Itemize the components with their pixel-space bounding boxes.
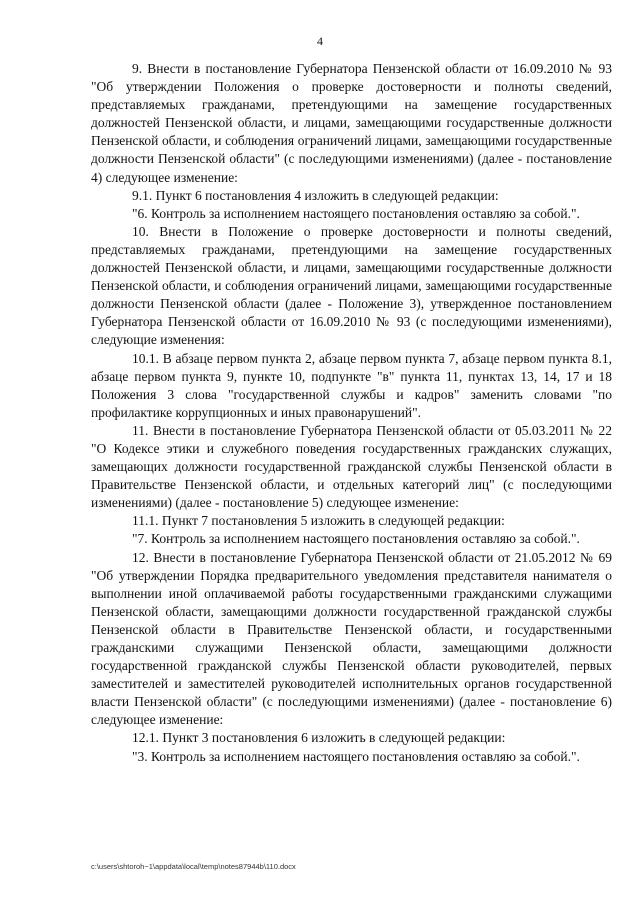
footer-file-path: c:\users\shtoroh~1\appdata\local\temp\notes87944b\110.docx xyxy=(91,862,296,871)
document-body xyxy=(91,60,612,766)
paragraph-11: 11. Внести в постановление Губернатора Пензенской области от 05.03.2011 № 22 "О Кодексе этики и служебного поведения государственных гражданских служащих, замещающих должности государственной гражданской службы Пензенской области в Правительстве Пензенской области, и отдельных категорий лиц" (с последующими изменениями) (далее - постановление 5) следующее изменение: xyxy=(91,422,612,511)
paragraph-12-1-text: "3. Контроль за исполнением настоящего постановления оставляю за собой.". xyxy=(132,748,580,764)
page-number: 4 xyxy=(317,34,323,48)
paragraph-9-1: 9.1. Пункт 6 постановления 4 изложить в следующей редакции: xyxy=(132,187,499,203)
paragraph-9: 9. Внести в постановление Губернатора Пензенской области от 16.09.2010 № 93 "Об утверждении Положения о проверке достоверности и полноты сведений, представляемых гражданами, претендующими на замещение государственных должностей Пензенской области, и лицами, замещающими государственные должности Пензенской области, и соблюдения ограничений лицами, замещающими государственные должности Пензенской области" (с последующими изменениями) (далее - постановление 4) следующее изменение: xyxy=(91,61,612,185)
paragraph-9-1-text: "6. Контроль за исполнением настоящего постановления оставляю за собой.". xyxy=(132,205,580,221)
paragraph-12: 12. Внести в постановление Губернатора Пензенской области от 21.05.2012 № 69 "Об утверждении Порядка предварительного уведомления представителя нанимателя о выполнении иной оплачиваемой работы государственными гражданскими служащими Пензенской области, замещающими должности государственной гражданской службы Пензенской области в Правительстве Пензенской области, и государственными гражданскими служащими Пензенской области, замещающими должности государственной гражданской службы Пензенской области руководителей, первых заместителей и заместителей руководителей исполнительных органов государственной власти Пензенской области" (с последующими изменениями) (далее - постановление 6) следующее изменение: xyxy=(91,549,612,728)
paragraph-11-1-text: "7. Контроль за исполнением настоящего постановления оставляю за собой.". xyxy=(132,531,580,547)
paragraph-10-1: 10.1. В абзаце первом пункта 2, абзаце первом пункта 7, абзаце первом пункта 8.1, абзаце первом пункта 9, пункте 10, подпункте "в" пункта 11, пунктах 13, 14, 17 и 18 Положения 3 слова "государственной службы и кадров" заменить словами "по профилактике коррупционных и иных правонарушений". xyxy=(91,350,612,420)
paragraph-10: 10. Внести в Положение о проверке достоверности и полноты сведений, представляемых гражданами, претендующими на замещение государственных должностей Пензенской области, и лицами, замещающими государственные должности Пензенской области, и соблюдения ограничений лицами, замещающими государственные должности Пензенской области (далее - Положение 3), утвержденное постановлением Губернатора Пензенской области от 16.09.2010 № 93 (с последующими изменениями), следующие изменения: xyxy=(91,223,612,348)
paragraph-12-1: 12.1. Пункт 3 постановления 6 изложить в следующей редакции: xyxy=(132,730,506,746)
paragraph-11-1: 11.1. Пункт 7 постановления 5 изложить в следующей редакции: xyxy=(132,513,505,529)
